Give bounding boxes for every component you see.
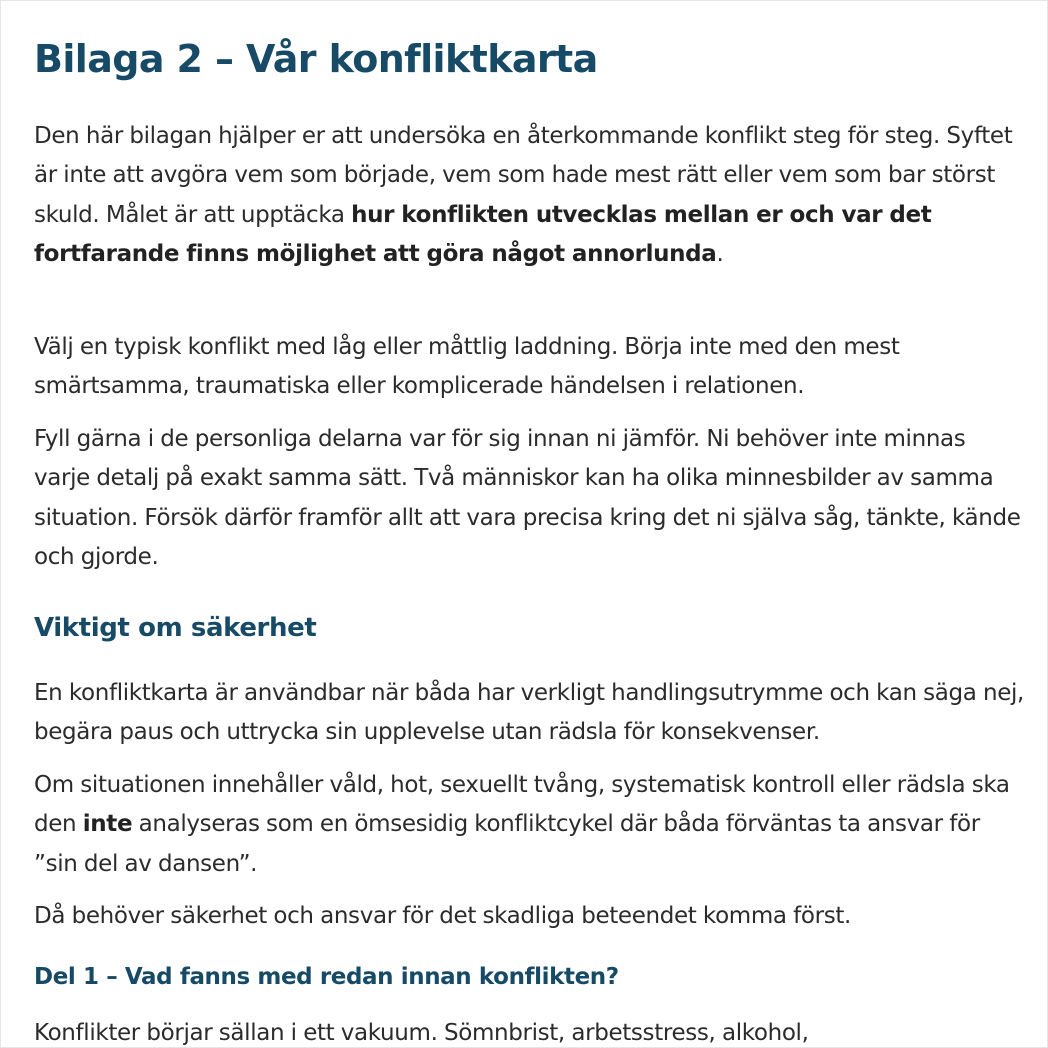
safety-p1-text: En konfliktkarta är användbar när båda har verkligt handlingsutrymme och kan säga nej, begära paus och uttrycka sin upplevelse utan rädsla för konsekvenser. (34, 680, 1025, 746)
intro-p3-text: Fyll gärna i de personliga delarna var för sig innan ni jämför. Ni behöver inte minnas varje detalj på exakt samma sätt. Två människor kan ha olika minnesbilder av samma situation. Försök därför framför allt att vara precisa kring det ni själva såg, tänkte, kände och gjorde. (34, 426, 1021, 570)
safety-p3-text: Då behöver säkerhet och ansvar för det skadliga beteendet komma först. (34, 903, 851, 929)
safety-p2-emphasis: inte (82, 811, 133, 838)
part1-p1-text: Konflikter börjar sällan i ett vakuum. Sömnbrist, arbetsstress, alkohol, (34, 1020, 809, 1046)
safety-p2-text: Om situationen innehåller våld, hot, sexuellt tvång, systematisk kontroll eller rädsla ska den (34, 772, 1010, 838)
page-title: Bilaga 2 – Vår konfliktkarta (34, 37, 598, 81)
safety-heading: Viktigt om säkerhet (34, 613, 317, 643)
intro-p2-text: Välj en typisk konflikt med låg eller måttlig laddning. Börja inte med den mest smärtsamma, traumatiska eller komplicerade händelsen i relationen. (34, 334, 900, 400)
safety-p2-end: analyseras som en ömsesidig konfliktcykel där båda förväntas ta ansvar för ”sin del av dansen”. (34, 811, 980, 877)
intro-paragraph-2 (34, 328, 1024, 407)
part1-heading: Del 1 – Vad fanns med redan innan konflikten? (34, 964, 619, 990)
intro-p1-emphasis: hur konflikten utvecklas mellan er och var det fortfarande finns möjlighet att göra något annorlunda (34, 201, 932, 267)
safety-paragraph-2 (34, 766, 1024, 884)
intro-p1-end: . (716, 240, 724, 267)
part1-paragraph-1 (34, 1014, 1024, 1048)
intro-paragraph-1 (34, 117, 1024, 274)
safety-paragraph-3 (34, 897, 1024, 936)
intro-p1-text: Den här bilagan hjälper er att undersöka en återkommande konflikt steg för steg. Syftet är inte att avgöra vem som började, vem som hade mest rätt eller vem som bar störst skuld. Målet är att upptäcka (34, 123, 1013, 228)
intro-paragraph-3 (34, 420, 1024, 577)
safety-paragraph-1 (34, 674, 1024, 753)
